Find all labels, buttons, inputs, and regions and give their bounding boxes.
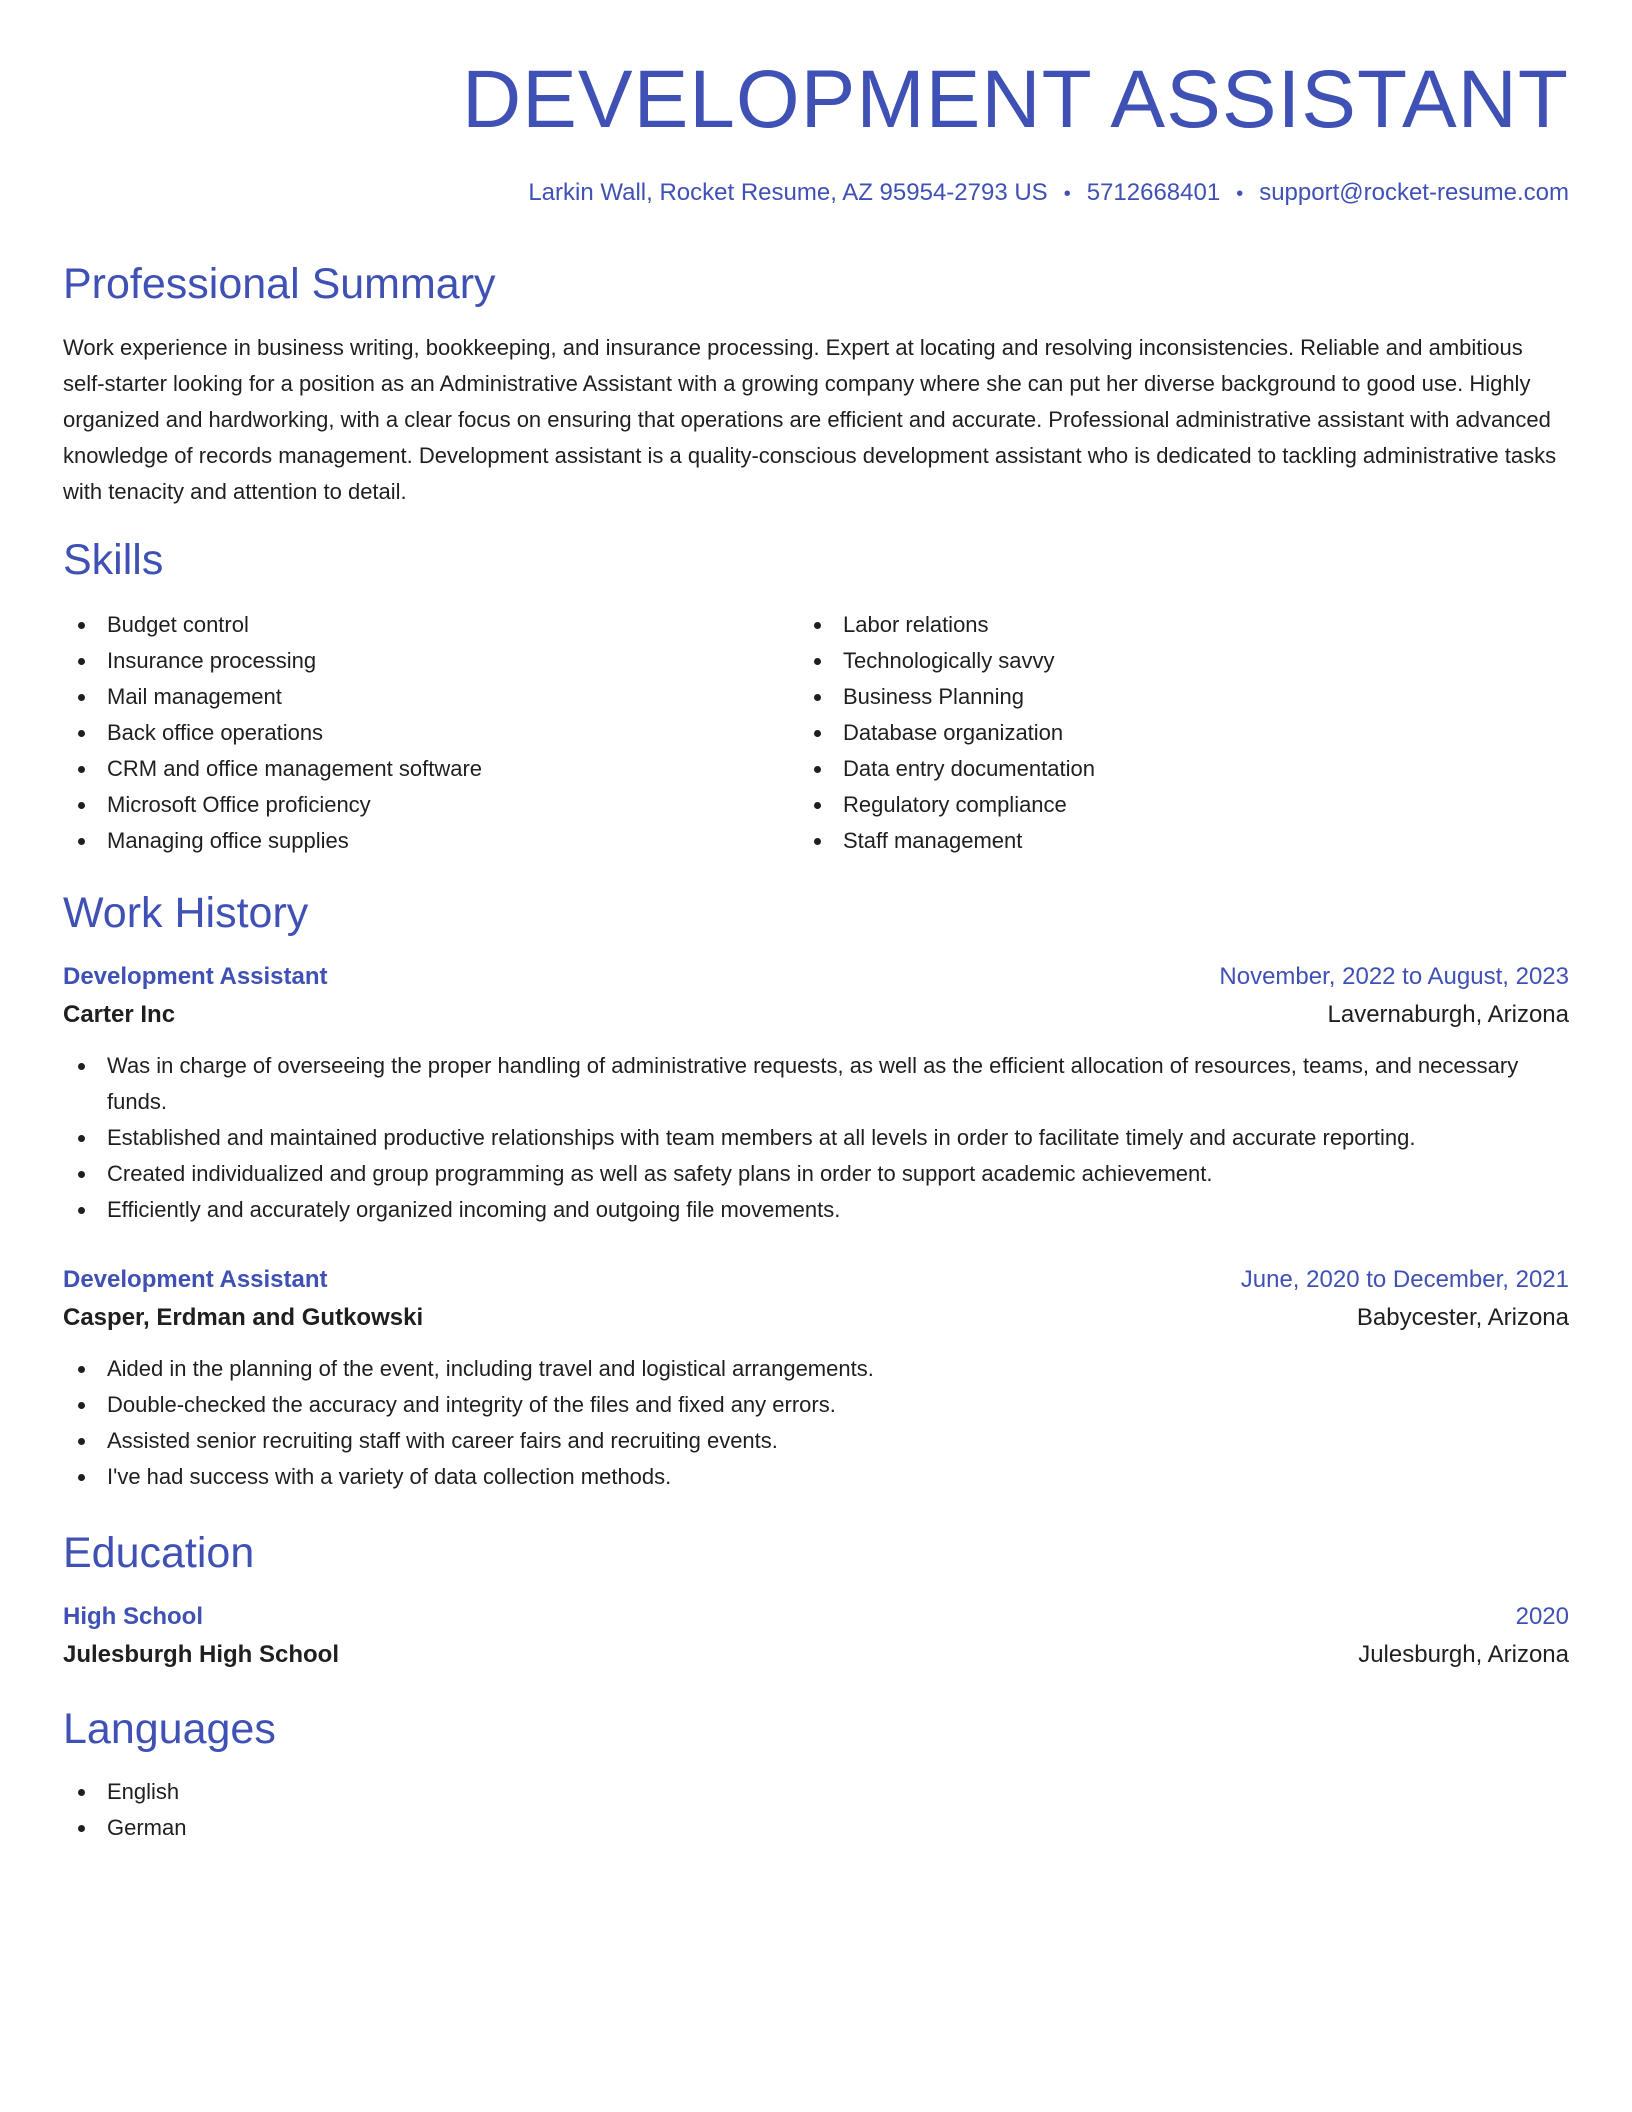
list-item: Efficiently and accurately organized incoming and outgoing file movements. (63, 1192, 1569, 1228)
skill-item: Managing office supplies (63, 823, 799, 859)
skill-item: Business Planning (799, 679, 1535, 715)
skill-item: CRM and office management software (63, 751, 799, 787)
skill-item: Mail management (63, 679, 799, 715)
education-header-row (63, 1598, 1569, 1636)
education-heading: Education (63, 1529, 255, 1577)
job-company: Carter Inc (63, 1001, 176, 1028)
job-entry (63, 1261, 1569, 1495)
list-item: Aided in the planning of the event, including travel and logistical arrangements. (63, 1351, 1569, 1387)
job-title: Development Assistant (63, 1266, 328, 1293)
job-dates: November, 2022 to August, 2023 (1219, 963, 1569, 990)
job-bullets (63, 1048, 1569, 1228)
list-item: Created individualized and group programming as well as safety plans in order to support academic achievement. (63, 1156, 1569, 1192)
job-org-row (63, 1299, 1569, 1337)
contact-address: Larkin Wall, Rocket Resume, AZ 95954-2793 US (528, 179, 1048, 206)
job-header-row (63, 958, 1569, 996)
skills-heading: Skills (63, 536, 164, 584)
job-org-row (63, 996, 1569, 1034)
education-school: Julesburgh High School (63, 1641, 340, 1668)
skill-item: Back office operations (63, 715, 799, 751)
languages-heading: Languages (63, 1705, 276, 1753)
contact-phone[interactable]: 5712668401 (1086, 179, 1221, 206)
job-location: Babycester, Arizona (1356, 1304, 1569, 1331)
list-item: Established and maintained productive relationships with team members at all levels in order to facilitate timely and accurate reporting. (63, 1120, 1569, 1156)
job-dates: June, 2020 to December, 2021 (1240, 1266, 1569, 1293)
list-item: Double-checked the accuracy and integrity of the files and fixed any errors. (63, 1387, 1569, 1423)
skills-grid (63, 607, 1569, 859)
skills-section (63, 607, 1569, 859)
skills-column-left (63, 607, 799, 859)
languages-list (63, 1774, 1569, 1846)
skill-item: Microsoft Office proficiency (63, 787, 799, 823)
summary-text: Work experience in business writing, bookkeeping, and insurance processing. Expert at locating and resolving inconsistencies. Reliable and ambitious self-starter looking for a position as an Administrative Assistant with a growing company where she can put her diverse background to good use. Highly organized and hardworking, with a clear focus on ensuring that operations are efficient and accurate. Professional administrative assistant with advanced knowledge of records management. Development assistant is a quality-conscious development assistant who is dedicated to tackling administrative tasks with tenacity and attention to detail. (63, 335, 1557, 504)
job-location: Lavernaburgh, Arizona (1327, 1001, 1569, 1028)
job-company: Casper, Erdman and Gutkowski (63, 1304, 424, 1331)
skills-column-right (799, 607, 1535, 859)
contact-line (528, 178, 1569, 209)
education-org-row (63, 1636, 1569, 1674)
education-entry (63, 1598, 1569, 1674)
skill-item: Regulatory compliance (799, 787, 1535, 823)
contact-separator: • (1063, 182, 1071, 205)
page-title: DEVELOPMENT ASSISTANT (461, 54, 1569, 145)
job-bullets (63, 1351, 1569, 1495)
language-item: English (63, 1774, 1569, 1810)
list-item: Assisted senior recruiting staff with career fairs and recruiting events. (63, 1423, 1569, 1459)
job-title: Development Assistant (63, 963, 328, 990)
job-header-row (63, 1261, 1569, 1299)
list-item: I've had success with a variety of data collection methods. (63, 1459, 1569, 1495)
job-entry (63, 958, 1569, 1228)
skill-item: Staff management (799, 823, 1535, 859)
summary-heading: Professional Summary (63, 260, 496, 308)
skill-item: Insurance processing (63, 643, 799, 679)
skill-item: Technologically savvy (799, 643, 1535, 679)
skill-item: Data entry documentation (799, 751, 1535, 787)
education-degree: High School (63, 1603, 203, 1630)
list-item: Was in charge of overseeing the proper handling of administrative requests, as well as the efficient allocation of resources, teams, and necessary funds. (63, 1048, 1569, 1120)
education-year: 2020 (1515, 1603, 1569, 1630)
language-item: German (63, 1810, 1569, 1846)
contact-email[interactable]: support@rocket-resume.com (1259, 179, 1569, 206)
skill-item: Database organization (799, 715, 1535, 751)
work-history-heading: Work History (63, 889, 309, 937)
skill-item: Labor relations (799, 607, 1535, 643)
skill-item: Budget control (63, 607, 799, 643)
contact-separator: • (1236, 182, 1244, 205)
education-location: Julesburgh, Arizona (1358, 1641, 1569, 1668)
